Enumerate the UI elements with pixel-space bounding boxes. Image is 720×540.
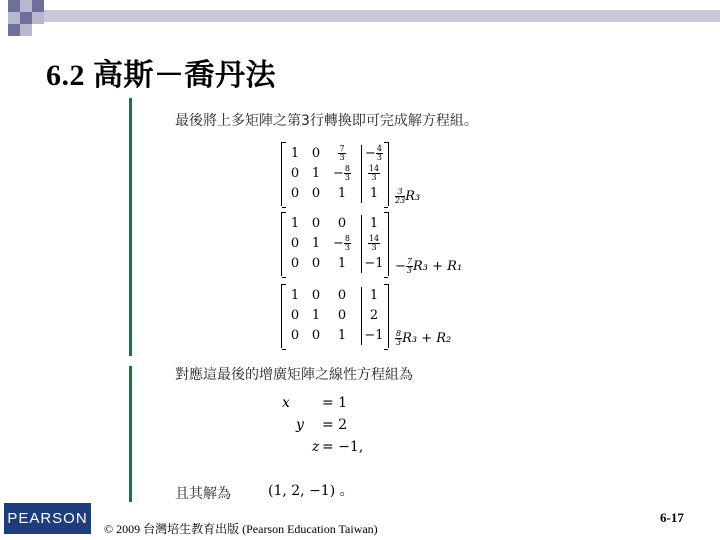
row-operation: $\frac{3}{23}$ R₃ [395, 187, 421, 205]
deco-square [8, 12, 20, 24]
matrix-entry: 0 [311, 256, 321, 271]
solution-value: (1, 2, −1) 。 [268, 483, 354, 499]
augmented-matrix [281, 212, 389, 276]
augmented-matrix [281, 284, 389, 348]
deco-square [20, 12, 32, 24]
fraction: $\frac{7}{3}$ [339, 144, 345, 162]
accent-line [129, 366, 132, 502]
intro-text: 最後將上多矩陣之第3行轉換即可完成解方程組。 [175, 113, 478, 129]
equation-value: = −1, [322, 439, 364, 455]
matrix-entry: 0 [290, 186, 300, 201]
matrix-row [282, 184, 388, 204]
matrix-entry: 0 [311, 328, 321, 343]
matrix-entry: 2 [369, 308, 379, 323]
deco-square [20, 0, 32, 12]
matrix-entry [332, 144, 352, 164]
deco-square [20, 24, 32, 36]
deco-square [32, 0, 44, 12]
deco-square [32, 12, 44, 24]
matrix-row [282, 326, 388, 346]
matrix-entry: 0 [337, 216, 347, 231]
matrix-entry: 0 [290, 256, 300, 271]
matrix-entry: 1 [337, 186, 347, 201]
matrix-entry: 1 [311, 236, 321, 251]
matrix-entry: 1 [290, 216, 300, 231]
matrix-entry: 0 [337, 288, 347, 303]
equation-variable: z [312, 439, 320, 455]
matrix-entry [364, 234, 384, 254]
matrix-entry: 0 [337, 308, 347, 323]
equation-value: = 2 [322, 417, 348, 433]
matrix-row [282, 254, 388, 274]
matrix-entry: 0 [290, 328, 300, 343]
matrix-entry: 1 [311, 308, 321, 323]
fraction: $\frac{7}{3}$ [406, 257, 412, 275]
matrix-entry: 0 [290, 166, 300, 181]
augmented-matrix [281, 142, 389, 206]
matrix-entry: 1 [290, 288, 300, 303]
matrix-entry: − $\frac{8}{3}$ [333, 164, 350, 182]
system-intro-text: 對應這最後的增廣矩陣之線性方程組為 [175, 367, 413, 383]
matrix-row [282, 306, 388, 326]
fraction: $\frac{14}{3}$ [368, 234, 380, 252]
copyright-text: © 2009 台灣培生教育出版 (Pearson Education Taiwan) [104, 522, 378, 536]
matrix-entry: 0 [311, 146, 321, 161]
matrix-entry: 1 [311, 166, 321, 181]
matrix-entry: 1 [337, 256, 347, 271]
matrix-row [282, 214, 388, 234]
equation-variable: x [282, 395, 290, 411]
equation-variable: y [296, 417, 304, 433]
header-decoration [0, 0, 720, 36]
row-operation: $\frac{8}{3}$ R₃ + R₂ [396, 329, 452, 347]
page-number: 6-17 [660, 510, 684, 525]
matrix-entry: − $\frac{8}{3}$ [333, 234, 350, 252]
accent-line [129, 98, 132, 356]
matrix-entry: 1 [369, 288, 379, 303]
matrix-row [282, 234, 388, 254]
header-bar [44, 10, 720, 22]
deco-square [8, 24, 20, 36]
fraction: $\frac{8}{3}$ [344, 164, 350, 182]
matrix-entry: 0 [290, 236, 300, 251]
matrix-row [282, 164, 388, 184]
deco-square [8, 0, 20, 12]
fraction: $\frac{4}{3}$ [376, 144, 382, 162]
pearson-logo: PEARSON [4, 503, 91, 534]
matrix-entry: 1 [290, 146, 300, 161]
matrix-entry: −1 [364, 256, 384, 271]
matrix-entry: 1 [337, 328, 347, 343]
solution-label: 且其解為 [175, 486, 231, 502]
matrix-entry: 1 [369, 186, 379, 201]
slide-title: 6.2 高斯－喬丹法 [46, 59, 276, 92]
matrix-entry: 1 [369, 216, 379, 231]
matrix-row [282, 286, 388, 306]
row-operation: − $\frac{7}{3}$ R₃ + R₁ [395, 257, 463, 275]
matrix-entry: 0 [311, 288, 321, 303]
matrix-entry: 0 [311, 216, 321, 231]
matrix-entry: −1 [364, 328, 384, 343]
fraction: $\frac{8}{3}$ [396, 329, 402, 347]
matrix-entry: 0 [311, 186, 321, 201]
equation-value: = 1 [322, 395, 348, 411]
matrix-entry: − $\frac{4}{3}$ [365, 144, 382, 162]
matrix-row [282, 144, 388, 164]
matrix-entry: 0 [290, 308, 300, 323]
fraction: $\frac{14}{3}$ [368, 164, 380, 182]
matrix-entry [364, 164, 384, 184]
fraction: $\frac{8}{3}$ [344, 234, 350, 252]
fraction: $\frac{3}{23}$ [395, 187, 406, 205]
